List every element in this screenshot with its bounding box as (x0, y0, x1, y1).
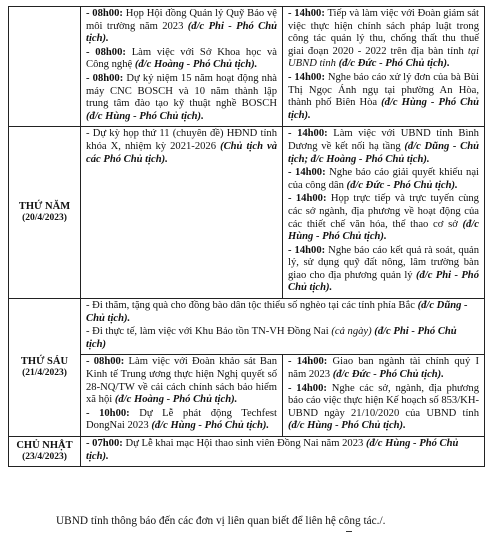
list-item: - 08h00: Họp Hội đồng Quản lý Quỹ Bảo vệ môi trường năm 2023 (đ/c Phi - Phó Chủ tịch). (86, 8, 277, 45)
list-item: - 14h00: Nghe báo cáo giải quyết khiếu nại của công dân (đ/c Đức - Phó Chủ tịch). (288, 167, 479, 191)
table-row (9, 355, 485, 437)
day-name: CHỦ NHẬT (16, 440, 73, 452)
day-cell (9, 127, 81, 299)
afternoon-cell (283, 7, 485, 127)
list-item: - Đi thực tế, làm việc với Khu Bảo tồn TN-VH Đồng Nai (cả ngày) (đ/c Phi - Phó Chủ tịch) (86, 326, 457, 350)
day-name: THỨ NĂM (18, 201, 71, 213)
list-item: - 08h00: Dự kỷ niệm 15 năm hoạt động nhà máy CNC BOSCH và 10 năm thành lập trung tâm đào tạo kỹ thuật nghề BOSCH (đ/c Hùng - Phó Chủ tịch). (86, 72, 277, 122)
list-item: - 08h00: Làm việc với Đoàn khảo sát Ban Kinh tế Trung ương thực hiện Nghị quyết số 28-NQ/TW về cải cách chính sách bảo hiểm xã hội (đ/c Hoàng - Phó Chủ tịch). (86, 356, 277, 406)
table-row (9, 437, 485, 467)
list-item: - 14h00: Giao ban ngành tài chính quý I năm 2023 (đ/c Đức - Phó Chủ tịch). (288, 356, 479, 381)
list-item: - 10h00: Dự Lễ phát động Techfest DongNai 2023 (đ/c Hùng - Phó Chủ tịch). (86, 407, 277, 432)
table-row (9, 7, 485, 127)
list-item: - 14h00: Nghe báo cáo xử lý đơn của bà Bùi Thị Ngọc Ánh ngụ tại phường An Hòa, thành phố Biên Hòa (đ/c Hùng - Phó Chủ tịch). (288, 71, 479, 121)
day-cell (9, 7, 81, 127)
list-item: - Dự kỳ họp thứ 11 (chuyên đề) HĐND tỉnh khóa X, nhiệm kỳ 2021-2026 (Chủ tịch và các Phó Chủ tịch). (86, 128, 277, 165)
afternoon-cell (283, 127, 485, 299)
day-name: THỨ SÁU (20, 356, 69, 368)
full-day-cell (81, 437, 485, 467)
list-item: - 14h00: Họp trực tiếp và trực tuyến cùng các sở ngành, địa phương về hoạt động của các thiết chế văn hóa, thể thao cơ sở (đ/c Hùng - Phó Chủ tịch). (288, 193, 479, 243)
signature-mark (346, 531, 352, 535)
day-cell (9, 437, 81, 467)
list-item: - 14h00: Nghe các sở, ngành, địa phương báo cáo việc thực hiện Kế hoạch số 853/KH-UBND ngày 21/10/2020 của UBND tỉnh (đ/c Hùng - Phó Chủ tịch). (288, 382, 479, 432)
morning-cell (81, 127, 283, 299)
afternoon-cell (283, 355, 485, 437)
day-cell (9, 299, 81, 437)
list-item: - 14h00: Tiếp và làm việc với Đoàn giám sát việc thực hiện chính sách pháp luật trong công tác quản lý thu, chống thất thu thuế giai đoạn 2020 - 2022 trên địa bàn tỉnh tại UBND tỉnh (đ/c Đức - Phó Chủ tịch). (288, 8, 479, 70)
table-row (9, 127, 485, 299)
list-item: - 14h00: Nghe báo cáo kết quả rà soát, quản lý, sử dụng quỹ đất nông, lâm trường bàn giao cho địa phương quản lý (đ/c Phi - Phó Chủ tịch). (288, 244, 479, 294)
morning-cell (81, 355, 283, 437)
footer-note: UBND tỉnh thông báo đến các đơn vị liên quan biết để liên hệ công tác./. (56, 515, 386, 527)
list-item: - 08h00: Làm việc với Sở Khoa học và Công nghệ (đ/c Hoàng - Phó Chủ tịch). (86, 46, 277, 71)
day-date: (23/4/2023) (22, 452, 67, 463)
table-row (9, 299, 485, 355)
day-date: (20/4/2023) (22, 213, 67, 224)
morning-cell (81, 7, 283, 127)
day-date: (21/4/2023) (22, 368, 67, 379)
list-item: - Đi thăm, tặng quà cho đồng bào dân tộc thiểu số nghèo tại các tỉnh phía Bắc (đ/c Dũng - Chủ tịch). (86, 300, 468, 324)
list-item: - 07h00: Dự Lễ khai mạc Hội thao sinh viên Đồng Nai năm 2023 (đ/c Hùng - Phó Chủ tịch). (86, 438, 459, 462)
schedule-table (8, 6, 485, 467)
full-day-cell (81, 299, 485, 355)
list-item: - 14h00: Làm việc với UBND tỉnh Bình Dương về kết nối hạ tầng (đ/c Dũng - Chủ tịch; đ/c Hoàng - Phó Chủ tịch). (288, 128, 479, 165)
